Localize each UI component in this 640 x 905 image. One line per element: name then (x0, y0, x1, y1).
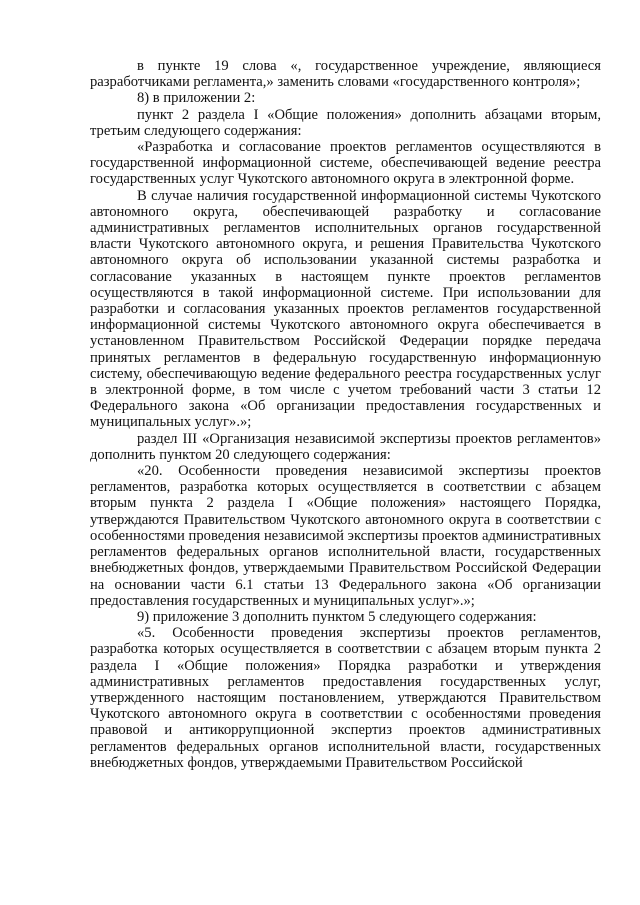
paragraph-5: В случае наличия государственной информационной системы Чукотского автономного округа, обеспечивающей разработку и согласование административных регламентов исполнительных органов государственной власти Чукотского автономного округа, и решения Правительства Чукотского автономного округа об использовании указанной системы разработка и согласование указанных в настоящем пункте проектов регламентов осуществляются в такой информационной системе. При использовании для разработки и согласования указанных проектов регламентов государственной информационной системы Чукотского автономного округа обеспечивается в установленном Правительством Российской Федерации порядке передача принятых регламентов в федеральную государственную информационную систему, обеспечивающую ведение федерального реестра государственных услуг в электронной форме, в том числе с учетом требований части 3 статьи 12 Федерального закона «Об организации предоставления государственных и муниципальных услуг».»; (90, 187, 601, 431)
paragraph-9: «5. Особенности проведения экспертизы проектов регламентов, разработка которых осуществляется в соответствии с абзацем вторым пункта 2 раздела I «Общие положения» Порядка разработки и утверждения административных регламентов предоставления государственных услуг, утвержденного настоящим постановлением, утверждаются Правительством Чукотского автономного округа в соответствии с особенностями проведения правовой и антикоррупционной экспертиз проектов административных регламентов федеральных органов исполнительной власти, государственных внебюджетных фондов, утверждаемыми Правительством Российской (90, 625, 601, 771)
document-page (90, 58, 601, 771)
paragraph-8: 9) приложение 3 дополнить пунктом 5 следующего содержания: (137, 608, 537, 625)
paragraph-3: пункт 2 раздела I «Общие положения» дополнить абзацами вторым, третьим следующего содержания: (90, 106, 601, 139)
paragraph-2: 8) в приложении 2: (137, 90, 256, 107)
paragraph-7: «20. Особенности проведения независимой экспертизы проектов регламентов, разработка которых осуществляется в соответствии с абзацем вторым пункта 2 раздела I «Общие положения» настоящего Порядка, утверждаются Правительством Чукотского автономного округа в соответствии с особенностями проведения независимой экспертизы проектов административных регламентов федеральных органов исполнительной власти, государственных внебюджетных фондов, утверждаемыми Правительством Российской Федерации на основании части 6.1 статьи 13 Федерального закона «Об организации предоставления государственных и муниципальных услуг».»; (90, 463, 601, 609)
paragraph-4: «Разработка и согласование проектов регламентов осуществляются в государственной информационной системе, обеспечивающей ведение реестра государственных услуг Чукотского автономного округа в электронной форме. (90, 139, 601, 188)
paragraph-1: в пункте 19 слова «, государственное учреждение, являющиеся разработчиками регламента,» заменить словами «государственного контроля»; (90, 58, 601, 91)
paragraph-6: раздел III «Организация независимой экспертизы проектов регламентов» дополнить пунктом 20 следующего содержания: (90, 430, 601, 463)
